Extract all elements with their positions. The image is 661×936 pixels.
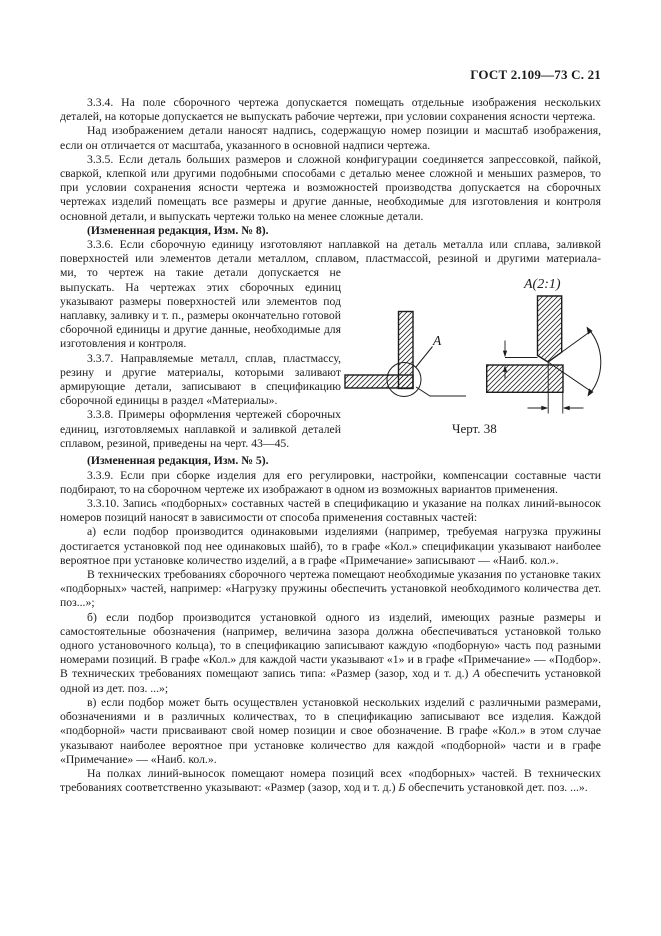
final-paragraph-text: На полках линий-выносок помещают номера позиций всех «подборных» частей. В технических требованиях соответственно указывают: «Размер (зазор, ход и т. д.) [60, 766, 601, 795]
figure-38 [343, 268, 621, 444]
width-arrow-left [563, 406, 570, 410]
two-column-section [60, 266, 601, 454]
list-item-b-text: б) если подбор производится установкой одного из изделий, имеющих разные размеры и самостоятельные обозначения (например, величина зазора должна обеспечиваться установкой только одного установочного кольца), то в спецификацию записывают каждую «подборную» часть под разными номерами позиций. В графе «Кол.» для каждой части указывают «1» и в графе «Примечание» — «Подбор». В технических требованиях помещают запись типа: «Размер (зазор, ход и т. д.) [60, 610, 601, 681]
joint-overview-drawing [345, 312, 466, 397]
angle-dimension-arc [589, 330, 601, 394]
paragraph-3-3-10: 3.3.10. Запись «подборных» составных частей в спецификацию и указание на полках линий-выносок номеров позиций наносят в зависимости от способа применения составных частей: [60, 497, 601, 525]
list-item-b-tail: обеспечить установкой одной из дет. поз. ...»; [60, 667, 601, 695]
left-text-column [60, 266, 341, 451]
paragraph-3-3-9: 3.3.9. Если при сборке изделия для его регулировки, настройки, компенсации составные части подбирают, то на сборочном чертеже их изображают в одном из возможных вариантов применения. [60, 468, 601, 496]
list-item-a: а) если подбор производится одинаковыми изделиями (например, требуемая нагрузка пружины достигается установкой под нее одинаковых шайб), то в графе «Кол.» спецификации указывают наиболее вероятное при установке количество изделий, а в графе «Примечание» записывают — «Наиб. кол.». [60, 525, 601, 567]
figure-caption: Черт. 38 [452, 421, 497, 437]
list-item-b [60, 611, 601, 696]
joint-detail-drawing [487, 277, 601, 414]
reference-leader-shelf [416, 387, 466, 396]
gap-arrow-down [503, 351, 507, 358]
list-item-v: в) если подбор может быть осуществлен установкой нескольких изделий с различными размерами, обозначениями и в различных количествах, то в спецификацию записывают все изделия. Каждой «подборной» части присваивают свой номер позиции и свое обозначение. В графе «Кол.» в этом случае указывают наиболее вероятное при установке количество для каждой «подборной» части и в графе «Примечание» — «Наиб. кол.». [60, 695, 601, 766]
vertical-part [399, 312, 414, 389]
detail-leader-line [416, 347, 433, 368]
paragraph-3-3-6-wide: 3.3.6. Если сборочную единицу изготовляют наплавкой на деталь металла или сплава, заливкой поверхностей или элементов детали металлом, сплавом, пластмассой, резиной и другими материала- [60, 238, 601, 266]
final-paragraph [60, 767, 601, 795]
dimension-letter-b: Б [398, 781, 406, 795]
paragraph-3-3-6-narrow: ми, то чертеж на такие детали допускается не выпускать. На чертежах этих сборочных единиц указывают размеры поверхностей или элементов под наплавку, заливку и т. п., размеры окончательно готовой сборочной единицы и другие данные, необходимые для изготовления и контроля. [60, 266, 341, 351]
final-paragraph-tail: обеспечить установкой дет. поз. ...». [405, 781, 588, 795]
figure-view-label: А(2:1) [524, 277, 561, 293]
revision-note-8: (Измененная редакция, Изм. № 8). [87, 223, 269, 237]
dimension-letter-a: А [472, 667, 480, 681]
horizontal-part-detail [487, 365, 563, 392]
revision-note-5: (Измененная редакция, Изм. № 5). [87, 454, 269, 468]
paragraph-3-3-4-note: Над изображением детали наносят надпись, содержащую номер позиции и масштаб изображения, если он отличается от масштаба, указанного в основной надписи чертежа. [60, 124, 601, 152]
tech-requirements-note-a: В технических требованиях сборочного чертежа помещают необходимые указания по установке таких «подборных» частей, например: «Нагрузку пружины обеспечить установкой необходимого количества дет. поз...»; [60, 568, 601, 610]
width-arrow-right [541, 406, 548, 410]
page-header-gost-number: ГОСТ 2.109—73 С. 21 [470, 67, 601, 82]
paragraph-3-3-5: 3.3.5. Если деталь больших размеров и сложной конфигурации соединяется запрессовкой, пайкой, сваркой, клепкой или другими подобными способами с деталью менее сложной и меньших размеров, то при условии сохранения ясности чертежа и возможностей производства допускается на сборочных чертежах изделий помещать все размеры и другие данные, необходимые для изготовления и контроля основной детали, и выпускать чертежи только на менее сложные детали. [60, 152, 601, 223]
paragraph-3-3-7: 3.3.7. Направляемые металл, сплав, пластмассу, резину и другие материалы, которыми заливают армирующие детали, записывают в спецификацию сборочной единицы в раздел «Материалы». [60, 351, 341, 408]
document-body [60, 96, 601, 795]
paragraph-3-3-4: 3.3.4. На поле сборочного чертежа допускается помещать отдельные изображения нескольких деталей, на которые допускается не выпускать рабочие чертежи, при условии сохранения ясности чертежа. [60, 96, 601, 124]
paragraph-3-3-8: 3.3.8. Примеры оформления чертежей сборочных единиц, изготовляемых наплавкой и заливкой деталей сплавом, резиной, приведены на черт. 43—45. [60, 408, 341, 450]
figure-detail-label-a: А [433, 333, 442, 349]
vertical-part-beveled [538, 296, 562, 362]
